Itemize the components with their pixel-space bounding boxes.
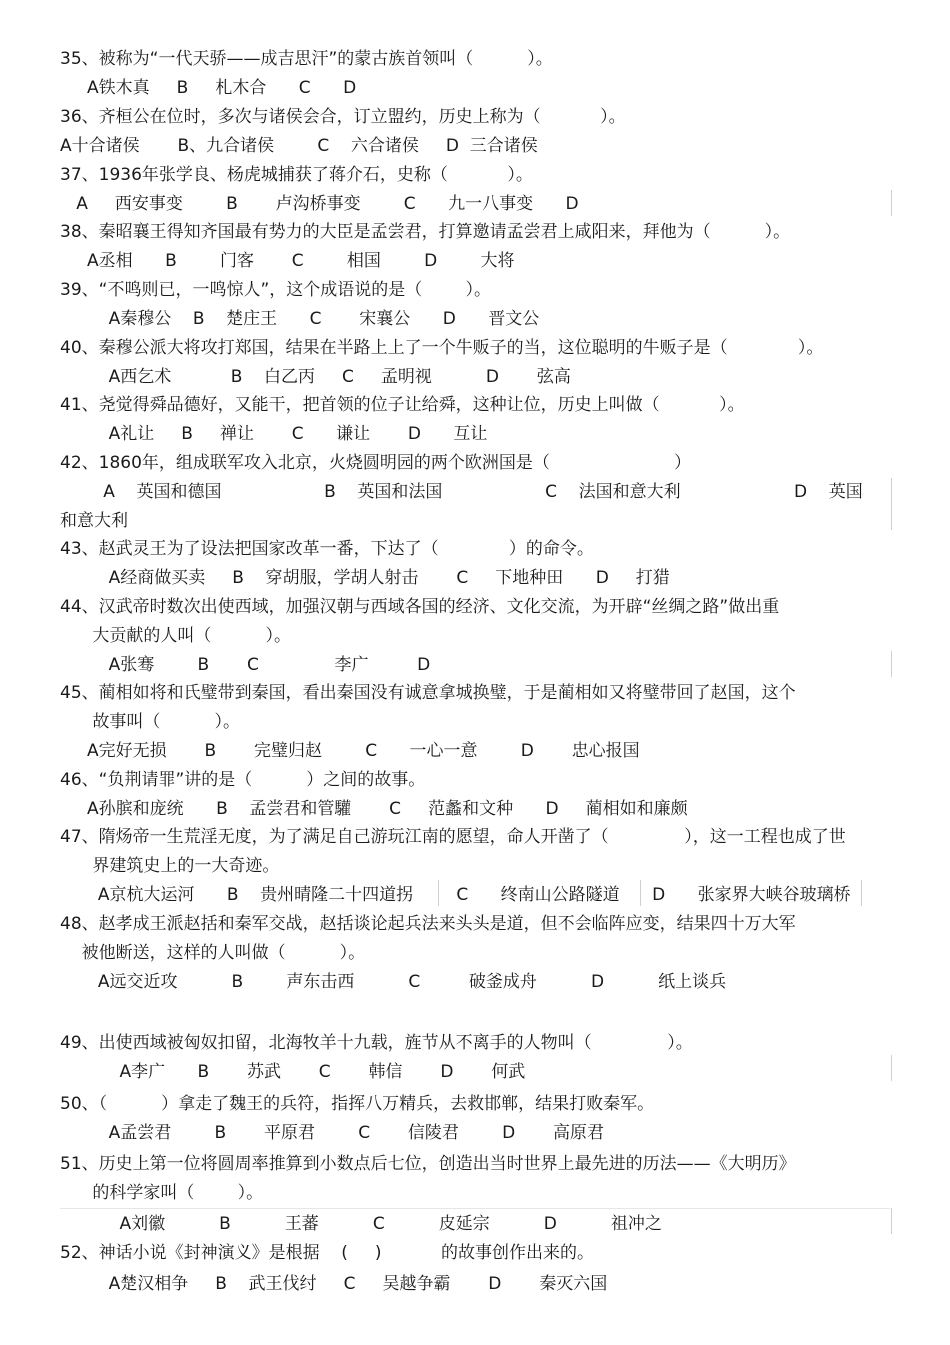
- divider-line: [891, 190, 892, 216]
- question-44-continued: 大贡献的人叫（ ）。: [60, 626, 291, 646]
- options-39: A秦穆公 B 楚庄王 C 宋襄公 D 晋文公: [60, 309, 540, 329]
- options-43: A经商做买卖 B 穿胡服，学胡人射击 C 下地种田 D 打猎: [60, 568, 670, 588]
- options-42-continued: 和意大利: [60, 511, 128, 531]
- divider-line: [891, 1055, 892, 1081]
- question-41: 41、尧觉得舜品德好，又能干，把首领的位子让给舜，这种让位，历史上叫做（ ）。: [60, 395, 745, 415]
- options-47: A京杭大运河 B 贵州晴隆二十四道拐 C 终南山公路隧道 D 张家界大峡谷玻璃桥: [60, 885, 851, 905]
- options-35: A铁木真 B 札木合 C D: [60, 78, 357, 98]
- divider-line: [891, 1208, 892, 1234]
- divider-line: [891, 651, 892, 677]
- question-45-continued: 故事叫（ ）。: [60, 712, 240, 732]
- options-48: A远交近攻 B 声东击西 C 破釜成舟 D 纸上谈兵: [60, 972, 727, 992]
- options-44: A张骞 B C 李广 D: [60, 655, 431, 675]
- question-48-continued: 被他断送，这样的人叫做（ ）。: [60, 943, 366, 963]
- options-36: A十合诸侯 B、九合诸侯 C 六合诸侯 D 三合诸侯: [60, 136, 538, 156]
- question-39: 39、“不鸣则已，一鸣惊人”，这个成语说的是（ ）。: [60, 280, 491, 300]
- question-51-continued: 的科学家叫（ ）。: [60, 1183, 264, 1203]
- question-50: 50、（ ）拿走了魏王的兵符，指挥八万精兵，去救邯郸，结果打败秦军。: [60, 1094, 655, 1114]
- question-42: 42、1860年，组成联军攻入北京，火烧圆明园的两个欧洲国是（ ）: [60, 453, 692, 473]
- question-40: 40、秦穆公派大将攻打郑国，结果在半路上上了一个牛贩子的当，这位聪明的牛贩子是（ ）。: [60, 338, 824, 358]
- options-42: A 英国和德国 B 英国和法国 C 法国和意大利 D 英国: [60, 482, 863, 502]
- question-52: 52、神话小说《封神演义》是根据 ( ) 的故事创作出来的。: [60, 1243, 594, 1263]
- question-47-continued: 界建筑史上的一大奇迹。: [60, 856, 280, 876]
- question-47: 47、隋炀帝一生荒淫无度，为了满足自己游玩江南的愿望，命人开凿了（ ），这一工程也成了世: [60, 827, 846, 847]
- options-50: A孟尝君 B 平原君 C 信陵君 D 高原君: [60, 1123, 605, 1143]
- divider-line: [861, 880, 862, 906]
- question-46: 46、“负荆请罪”讲的是（ ）之间的故事。: [60, 770, 426, 790]
- options-51: A刘徽 B 王蕃 C 皮延宗 D 祖冲之: [60, 1214, 662, 1234]
- question-49: 49、出使西域被匈奴扣留，北海牧羊十九载，旌节从不离手的人物叫（ ）。: [60, 1033, 693, 1053]
- question-35: 35、被称为“一代天骄——成吉思汗”的蒙古族首领叫（ ）。: [60, 49, 553, 69]
- options-38: A丞相 B 门客 C 相国 D 大将: [60, 251, 515, 271]
- options-41: A礼让 B 禅让 C 谦让 D 互让: [60, 424, 488, 444]
- question-45: 45、蔺相如将和氏璧带到秦国，看出秦国没有诚意拿城换璧，于是蔺相如又将璧带回了赵国，这个: [60, 683, 796, 703]
- divider-line: [891, 478, 892, 530]
- options-52: A楚汉相争 B 武王伐纣 C 吴越争霸 D 秦灭六国: [60, 1274, 608, 1294]
- options-40: A西乞术 B 白乙丙 C 孟明视 D 弦高: [60, 367, 571, 387]
- question-44: 44、汉武帝时数次出使西域，加强汉朝与西域各国的经济、文化交流，为开辟“丝绸之路”做出重: [60, 597, 780, 617]
- options-45: A完好无损 B 完璧归赵 C 一心一意 D 忠心报国: [60, 741, 640, 761]
- options-49: A李广 B 苏武 C 韩信 D 何武: [60, 1062, 526, 1082]
- question-38: 38、秦昭襄王得知齐国最有势力的大臣是孟尝君，打算邀请孟尝君上咸阳来，拜他为（ ）。: [60, 222, 791, 242]
- divider-line: [60, 1208, 890, 1209]
- question-37: 37、1936年张学良、杨虎城捕获了蒋介石，史称（ ）。: [60, 165, 533, 185]
- question-36: 36、齐桓公在位时，多次与诸侯会合，订立盟约，历史上称为（ ）。: [60, 107, 626, 127]
- question-51: 51、历史上第一位将圆周率推算到小数点后七位，创造出当时世界上最先进的历法——《大明历》: [60, 1154, 796, 1174]
- options-37: A 西安事变 B 卢沟桥事变 C 九一八事变 D: [60, 194, 579, 214]
- options-46: A孙膑和庞统 B 孟尝君和管驩 C 范蠡和文种 D 蔺相如和廉颇: [60, 799, 688, 819]
- question-43: 43、赵武灵王为了设法把国家改革一番，下达了（ ）的命令。: [60, 539, 594, 559]
- question-48: 48、赵孝成王派赵括和秦军交战，赵括谈论起兵法来头头是道，但不会临阵应变，结果四十万大军: [60, 914, 796, 934]
